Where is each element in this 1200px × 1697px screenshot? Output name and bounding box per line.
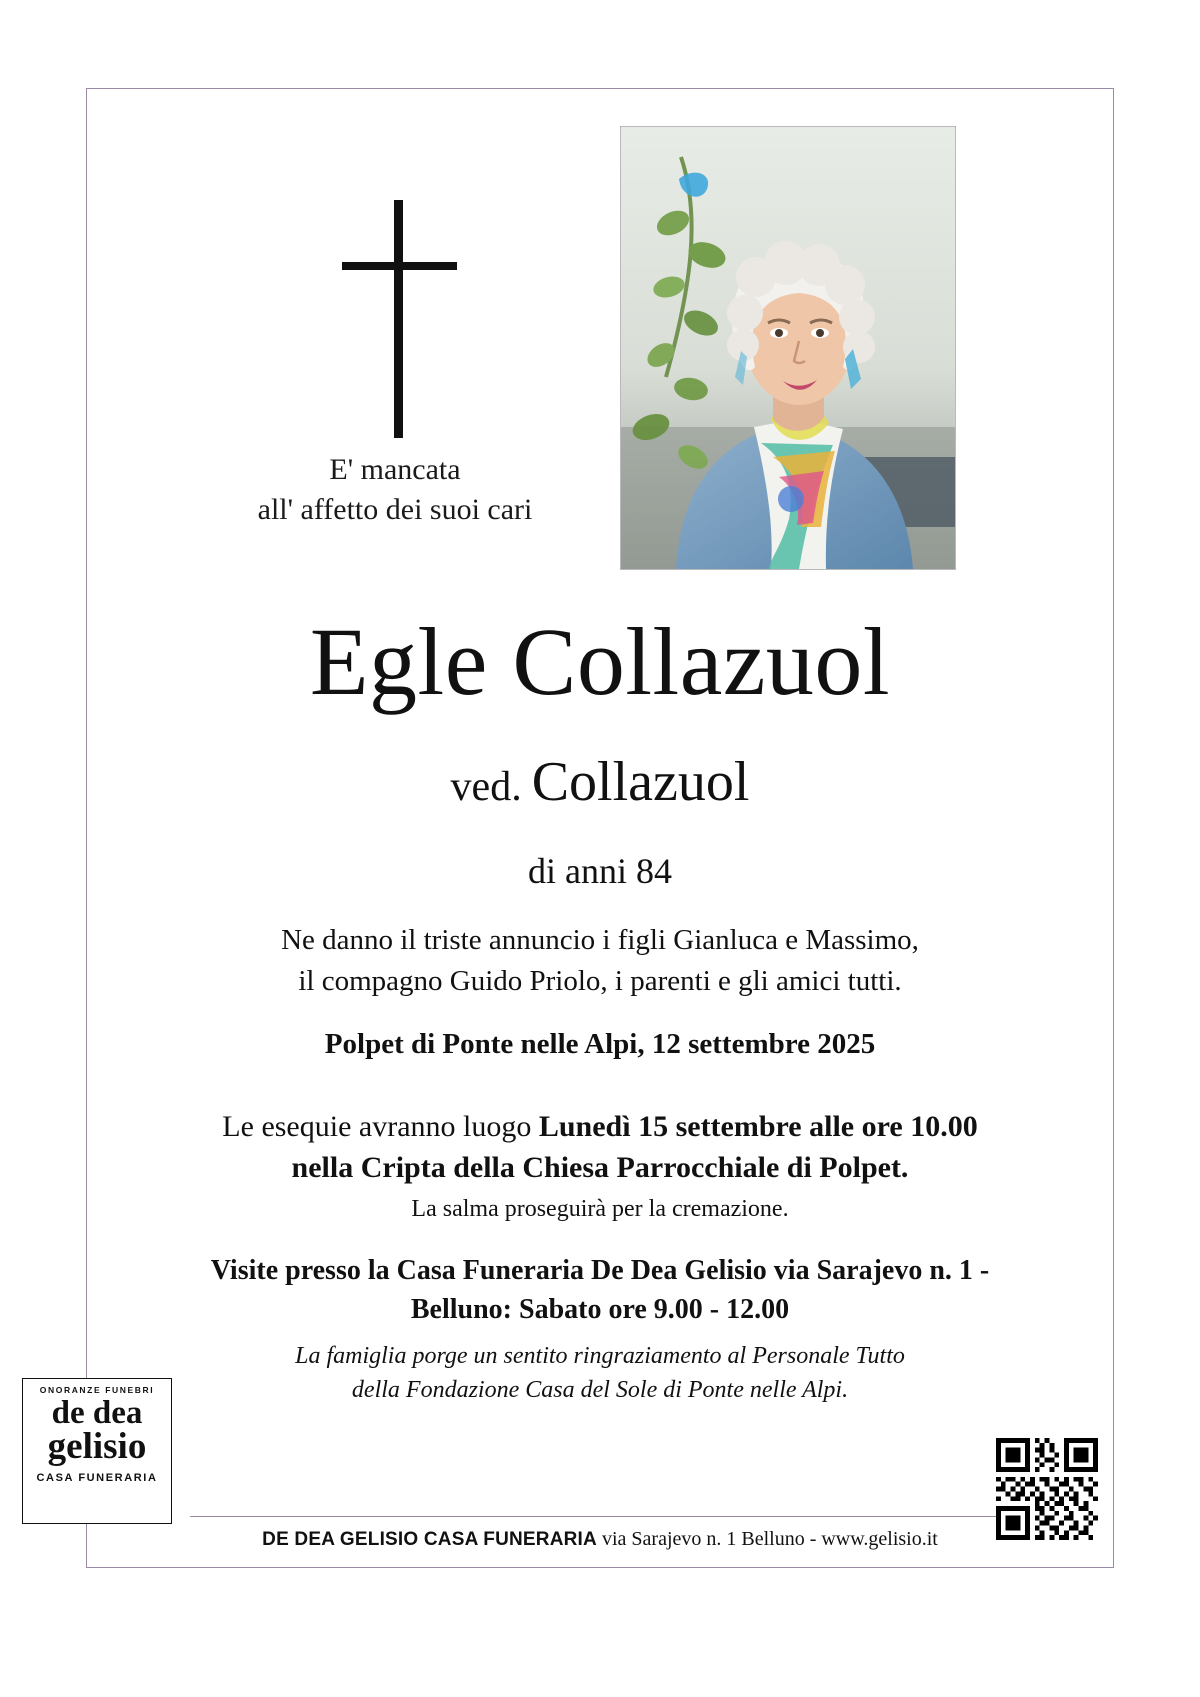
logo-top-line: ONORANZE FUNEBRI — [39, 1385, 155, 1395]
ved-surname: Collazuol — [531, 751, 750, 813]
ved-line — [100, 752, 1100, 814]
footer — [190, 1528, 1010, 1551]
funeral-line-2 — [110, 1147, 1090, 1188]
family-thanks — [120, 1340, 1080, 1407]
visits-line-2: Belluno: Sabato ore 9.00 - 12.00 — [410, 1293, 790, 1325]
cross-horizontal-bar — [342, 262, 457, 270]
ved-prefix: ved. — [450, 764, 522, 810]
visiting-hours — [110, 1252, 1090, 1329]
logo-line-1: de dea — [51, 1395, 143, 1431]
latin-cross-icon — [300, 200, 500, 460]
funeral-lead: Le esequie avranno luogo — [222, 1110, 539, 1143]
funeral-line-1 — [110, 1106, 1090, 1147]
footer-address: via Sarajevo n. 1 Belluno - www.gelisio.it — [596, 1528, 938, 1550]
cremation-note: La salma proseguirà per la cremazione. — [411, 1196, 789, 1222]
intro-text — [160, 450, 630, 529]
announcement-line-1: Ne danno il triste annuncio i figli Gianluca e Massimo, — [281, 924, 919, 956]
funeral-details — [110, 1106, 1090, 1189]
footer-divider — [190, 1516, 1090, 1517]
intro-line-1: E' mancata — [329, 453, 461, 486]
announcement-text — [120, 920, 1080, 1002]
thanks-line-2: della Fondazione Casa del Sole di Ponte nelle Alpi. — [351, 1376, 849, 1403]
funeral-home-logo — [22, 1378, 172, 1524]
portrait-photo — [620, 126, 956, 570]
qr-code-icon[interactable] — [996, 1438, 1098, 1540]
age-text: di anni 84 — [528, 851, 672, 891]
logo-line-2: gelisio — [47, 1426, 147, 1468]
portrait-illustration — [621, 127, 955, 569]
intro-line-2: all' affetto dei suoi cari — [257, 492, 533, 526]
cross-vertical-bar — [394, 200, 403, 438]
footer-brand: DE DEA GELISIO CASA FUNERARIA — [262, 1529, 597, 1550]
funeral-datetime: Lunedì 15 settembre alle ore 10.00 — [538, 1110, 978, 1143]
announcement-line-2: il compagno Guido Priolo, i parenti e gli amici tutti. — [298, 965, 902, 998]
thanks-line-1: La famiglia porge un sentito ringraziamento al Personale Tutto — [295, 1343, 905, 1369]
visits-line-1: Visite presso la Casa Funeraria De Dea Gelisio via Sarajevo n. 1 - — [210, 1255, 990, 1286]
logo-bottom-line: CASA FUNERARIA — [36, 1472, 158, 1485]
deceased-name: Egle Collazuol — [309, 608, 891, 715]
place-and-date: Polpet di Ponte nelle Alpi, 12 settembre 2025 — [324, 1028, 876, 1060]
funeral-location: nella Cripta della Chiesa Parrocchiale di Polpet. — [291, 1151, 909, 1185]
